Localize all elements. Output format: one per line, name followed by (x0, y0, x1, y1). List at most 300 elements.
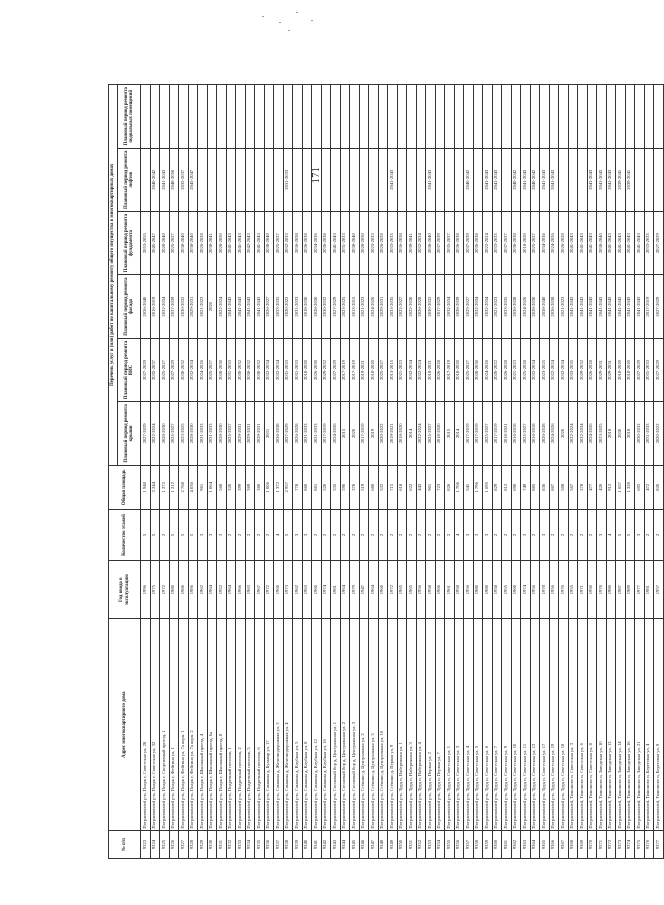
row-number: 9362 (511, 831, 521, 859)
row-period (321, 148, 331, 211)
row-period: 2045-2047 (188, 148, 198, 211)
row-period: 2027-2029 (141, 338, 151, 401)
row-floors: 3 (597, 509, 607, 560)
row-period: 2029-2032 (578, 338, 588, 401)
row-period: 2031-2033 (198, 402, 208, 465)
page-number: 171 (310, 166, 322, 184)
row-area: 1 328 (625, 465, 635, 509)
row-floors: 2 (340, 509, 350, 560)
row-period: 2032-2034 (274, 338, 284, 401)
table-row (511, 85, 521, 859)
row-floors: 5 (625, 509, 635, 560)
row-period (587, 85, 597, 149)
row-address: Погрannotated р-н, Труд п, Советская ул, 19 (549, 619, 559, 831)
row-period (454, 85, 464, 149)
row-floors: 5 (179, 509, 189, 560)
row-number: 9376 (644, 831, 654, 859)
row-year: 1987 (616, 561, 626, 619)
row-period: 2025-2027 (207, 338, 217, 401)
row-period (407, 85, 417, 149)
row-period: 2041-2043 (521, 148, 531, 211)
row-period: 2041-2043 (587, 275, 597, 338)
table-row (369, 85, 379, 859)
row-period: 2041-2043 (606, 148, 616, 211)
row-period: 2024-2026 (521, 275, 531, 338)
row-area: 420 (597, 465, 607, 509)
row-period: 2025-2027 (464, 338, 474, 401)
row-number: 9371 (597, 831, 607, 859)
table-row (521, 85, 531, 859)
row-period (340, 85, 350, 149)
row-number: 9343 (331, 831, 341, 859)
row-period (293, 85, 303, 149)
row-period: 2022-2024 (416, 402, 426, 465)
row-period: 2041-2043 (568, 211, 578, 274)
row-period: 2030 (616, 402, 626, 465)
row-period: 2027-2029 (331, 338, 341, 401)
row-area: 508 (559, 465, 569, 509)
row-period: 2020-2022 (378, 402, 388, 465)
row-number: 9356 (454, 831, 464, 859)
row-period (521, 85, 531, 149)
row-period: 2029-2031 (597, 338, 607, 401)
row-area: 715 (388, 465, 398, 509)
row-period: 2041-2043 (635, 211, 645, 274)
row-period: 2048-2050 (169, 148, 179, 211)
header-foundation: Плановый период ремонта фундамента (118, 211, 141, 274)
row-floors: 2 (435, 509, 445, 560)
row-floors: 2 (654, 509, 664, 560)
row-floors: 2 (530, 509, 540, 560)
row-number: 9335 (255, 831, 265, 859)
row-year: 1978 (540, 561, 550, 619)
row-year: 1974 (521, 561, 531, 619)
row-floors: 2 (568, 509, 578, 560)
row-area: 520 (321, 465, 331, 509)
row-year: 1977 (635, 561, 645, 619)
row-number: 9330 (207, 831, 217, 859)
row-area: 860 (302, 465, 312, 509)
row-period: 2025-2027 (169, 402, 179, 465)
row-year: 1972 (264, 561, 274, 619)
row-address: Погрannotated р-н, Поарк г, Фейгина ул, 7а корп. 1 (179, 619, 189, 831)
row-period: 2036-2038 (454, 211, 464, 274)
row-period: 2029-2031 (606, 338, 616, 401)
row-period: 2022-2024 (483, 211, 493, 274)
row-period: 2028-2040 (160, 211, 170, 274)
row-period: 2014 (454, 402, 464, 465)
row-period: 2023-2025 (597, 402, 607, 465)
row-area: 3 244 (150, 465, 160, 509)
table-row (350, 85, 360, 859)
row-period (397, 85, 407, 149)
row-period: 2032-2034 (578, 402, 588, 465)
row-period (274, 148, 284, 211)
table-row (179, 85, 189, 859)
row-floors: 2 (255, 509, 265, 560)
row-period: 2018-2020 (435, 402, 445, 465)
row-period: 2018 (625, 402, 635, 465)
table-row (616, 85, 626, 859)
row-area: 778 (293, 465, 303, 509)
row-number: 9373 (616, 831, 626, 859)
row-number: 9358 (473, 831, 483, 859)
row-period: 2024-2026 (369, 275, 379, 338)
row-period (264, 148, 274, 211)
table-row (587, 85, 597, 859)
row-period: 2017-2019 (340, 338, 350, 401)
row-period (502, 148, 512, 211)
row-period: 2017-2019 (359, 402, 369, 465)
row-number: 9369 (578, 831, 588, 859)
row-number: 9346 (359, 831, 369, 859)
row-address: Погрannotated р-н, Самкина д, Железнодорожная ул, 4 (283, 619, 293, 831)
row-year: 1964 (340, 561, 350, 619)
row-address: Погрannotated р-н, Поарк г, Советская ул, 28 (141, 619, 151, 831)
row-year: 1974 (321, 561, 331, 619)
row-period: 2017-2029 (435, 275, 445, 338)
row-area: 1 006 (264, 465, 274, 509)
table-row (606, 85, 616, 859)
row-period (511, 85, 521, 149)
row-year: 1966 (274, 561, 284, 619)
row-period: 2033-2035 (274, 275, 284, 338)
row-year: 1956 (530, 561, 540, 619)
row-period (502, 85, 512, 149)
header-basement: Плановый период ремонта подвальных помещений (118, 85, 141, 149)
row-year: 1971 (578, 561, 588, 619)
row-address: Погрannotated р-н, Труд п, Советская ул, 6 (483, 619, 493, 831)
row-period: 2028-2030 (217, 338, 227, 401)
row-number: 9342 (321, 831, 331, 859)
row-year: 1996 (141, 561, 151, 619)
row-period (492, 85, 502, 149)
row-year: 1962 (293, 561, 303, 619)
row-period: 2036-2038 (274, 402, 284, 465)
table-row (207, 85, 217, 859)
row-period: 2016-2018 (511, 402, 521, 465)
row-period: 2032-2034 (407, 338, 417, 401)
row-address: Погрannotated р-н, Поарк г, Школьный проезд, 8 (217, 619, 227, 831)
row-address: Погрannotated р-н, Стёпино д, Центральная ул, 10 (378, 619, 388, 831)
row-period: 2027-2029 (654, 338, 664, 401)
row-number: 9361 (502, 831, 512, 859)
table-row (293, 85, 303, 859)
row-period: 2029-2032 (321, 338, 331, 401)
row-period (217, 85, 227, 149)
row-number: 9344 (340, 831, 350, 859)
row-area: 370 (350, 465, 360, 509)
row-period: 2038-2040 (188, 211, 198, 274)
row-floors: 3 (217, 509, 227, 560)
row-area: 829 (492, 465, 502, 509)
row-period: 2027-2029 (654, 211, 664, 274)
row-period: 2030-2032 (236, 338, 246, 401)
row-floors: 2 (245, 509, 255, 560)
row-floors: 2 (388, 509, 398, 560)
row-period (302, 85, 312, 149)
row-floors: 5 (283, 509, 293, 560)
row-period: 2020 (350, 402, 360, 465)
table-row (407, 85, 417, 859)
row-address: Погрannotated р-н, Труд п, Советская ул, 9 (502, 619, 512, 831)
row-period: 2035-2037 (445, 211, 455, 274)
row-period: 2032-2034 (530, 338, 540, 401)
capital-repair-table (108, 84, 664, 859)
row-period: 2041-2043 (635, 275, 645, 338)
row-floors: 4 (606, 509, 616, 560)
row-period: 2031-2033 (340, 211, 350, 274)
row-period: 2028-2030 (473, 338, 483, 401)
row-floors: 2 (426, 509, 436, 560)
row-period: 2026-2028 (198, 211, 208, 274)
row-number: 9336 (264, 831, 274, 859)
row-year: 1986 (188, 561, 198, 619)
row-period: 2036-2038 (473, 211, 483, 274)
row-period: 2023-2025 (179, 402, 189, 465)
row-address: Погрannotated р-н, Стёпино д, Первая ул, 9 (388, 619, 398, 831)
row-year: 1950 (587, 561, 597, 619)
row-period (606, 85, 616, 149)
row-address: Погрannotated р-н, Труд п, Первая ул, 2 (426, 619, 436, 831)
header-engineering: Плановый период ремонта ВИС (118, 338, 141, 401)
row-area: 1 695 (483, 465, 493, 509)
row-floors: 2 (226, 509, 236, 560)
header-year: Год ввода в эксплуатацию (109, 561, 141, 619)
table-row (340, 85, 350, 859)
row-period: 2040-2042 (464, 148, 474, 211)
row-period: 2022-2024 (568, 402, 578, 465)
row-area: 1 657 (616, 465, 626, 509)
row-floors: 3 (521, 509, 531, 560)
row-period: 2036-2040 (141, 275, 151, 338)
row-year: 1947 (359, 561, 369, 619)
row-address: Погрannotated р-н, Самкина д, Бульвар ул, 17 (264, 619, 274, 831)
row-period: 2025-2027 (426, 402, 436, 465)
row-period: 2041-2043 (236, 211, 246, 274)
row-address: Погрannotated, Тимоново п, Советская ул, 3 (568, 619, 578, 831)
row-period (378, 148, 388, 211)
row-period: 2038-2040 (540, 275, 550, 338)
row-period: 2020-2022 (283, 275, 293, 338)
row-number: 9334 (245, 831, 255, 859)
row-year: 1962 (198, 561, 208, 619)
row-address: Погрannotated р-н, Труд п, Набережная ул, 1 (397, 619, 407, 831)
row-address: Погрannotated р-н, Труд п, Советская ул, 1 (445, 619, 455, 831)
row-floors: 2 (378, 509, 388, 560)
row-period: 2028-2030 (217, 402, 227, 465)
row-period: 2033-2035 (388, 275, 398, 338)
row-address: Погрannotated р-н, Сосновый бор д, Центральная ул, 1 (331, 619, 341, 831)
row-period: 2027-2029 (141, 402, 151, 465)
row-floors: 3 (540, 509, 550, 560)
row-period: 2024-2026 (198, 338, 208, 401)
row-period: 2022-2024 (416, 338, 426, 401)
row-period: 2038-2040 (350, 211, 360, 274)
table-row (549, 85, 559, 859)
row-period (226, 85, 236, 149)
row-year: 1965 (397, 561, 407, 619)
row-floors: 2 (445, 509, 455, 560)
row-address: Погрannotated, Тимоново п, Заводская ул, 14 (616, 619, 626, 831)
row-number: 9340 (302, 831, 312, 859)
row-period (388, 85, 398, 149)
row-area: 901 (426, 465, 436, 509)
row-period: 2030-2032 (426, 275, 436, 338)
row-area: 826 (445, 465, 455, 509)
row-area: 1 796 (473, 465, 483, 509)
row-period: 2041-2043 (388, 148, 398, 211)
row-period: 2025-2027 (378, 338, 388, 401)
table-row (416, 85, 426, 859)
row-year: 1957 (654, 561, 664, 619)
row-period: 2026-2028 (502, 338, 512, 401)
row-floors: 5 (150, 509, 160, 560)
row-number: 9331 (217, 831, 227, 859)
row-area: 567 (568, 465, 578, 509)
row-period (359, 148, 369, 211)
row-period: 2036-2038 (321, 211, 331, 274)
row-floors: 3 (483, 509, 493, 560)
row-period: 2030-2032 (245, 338, 255, 401)
row-period (578, 85, 588, 149)
row-period: 2041-2043 (426, 148, 436, 211)
row-area: 477 (587, 465, 597, 509)
row-area: 541 (464, 465, 474, 509)
row-address: Погрannotated р-н, Труд п, Первая ул, 7 (435, 619, 445, 831)
header-area: Общая площадь (109, 465, 141, 509)
row-period: 2042-2043 (245, 211, 255, 274)
row-area: 680 (369, 465, 379, 509)
table-row (302, 85, 312, 859)
row-floors: 2 (397, 509, 407, 560)
row-number: 9368 (568, 831, 578, 859)
row-period: 2041-2043 (483, 148, 493, 211)
row-period: 2041-2043 (160, 148, 170, 211)
row-floors: 2 (369, 509, 379, 560)
row-period: 2041-2043 (255, 211, 265, 274)
row-period: 2029-2031 (378, 275, 388, 338)
row-period: 2032-2034 (483, 275, 493, 338)
row-period (255, 85, 265, 149)
row-period: 2040-2042 (530, 148, 540, 211)
row-address: Погрannotated р-н, Поарк г, Фейгина ул, 1 (169, 619, 179, 831)
row-period: 2015 (340, 402, 350, 465)
row-period (454, 148, 464, 211)
row-area: 812 (502, 465, 512, 509)
row-year: 1964 (207, 561, 217, 619)
row-period: 2018-2020 (625, 338, 635, 401)
row-period: 2020 (559, 402, 569, 465)
row-address: Погрannotated р-н, Сосновый бор д, Центральная ул, 3 (350, 619, 360, 831)
row-area: 369 (245, 465, 255, 509)
row-period: 2026-2028 (293, 402, 303, 465)
row-number: 9329 (198, 831, 208, 859)
row-number: 9366 (549, 831, 559, 859)
row-period: 2028-2030 (217, 211, 227, 274)
row-period: 2032-2034 (160, 275, 170, 338)
table-row (492, 85, 502, 859)
row-number: 9327 (179, 831, 189, 859)
row-period (483, 85, 493, 149)
row-period: 2036-2038 (511, 275, 521, 338)
table-row (568, 85, 578, 859)
row-number: 9372 (606, 831, 616, 859)
row-period (331, 85, 341, 149)
table-row (169, 85, 179, 859)
row-floors: 3 (293, 509, 303, 560)
row-number: 9341 (312, 831, 322, 859)
row-period: 2023-2025 (340, 275, 350, 338)
row-floors: 2 (321, 509, 331, 560)
row-address: Погрannotated р-н, Самкина д, Клубная ул, 16 (321, 619, 331, 831)
row-period: 2039-2041 (625, 148, 635, 211)
header-roof: Плановый период ремонта крыши (118, 402, 141, 465)
row-area: 443 (416, 465, 426, 509)
row-period: 2025-2027 (464, 275, 474, 338)
row-year: 1952 (217, 561, 227, 619)
row-floors: 2 (644, 509, 654, 560)
row-period: 2026-2028 (559, 211, 569, 274)
row-period (321, 85, 331, 149)
row-period: 2025-2027 (521, 402, 531, 465)
row-period: 2022-2027 (397, 275, 407, 338)
row-period: 2030-2032 (179, 338, 189, 401)
row-address: Погрannotated р-н, Труд п, Советская ул, 3 (454, 619, 464, 831)
row-period: 2031-2033 (293, 338, 303, 401)
table-row (264, 85, 274, 859)
row-floors: 3 (464, 509, 474, 560)
row-period (198, 148, 208, 211)
row-period: 2018-2020 (369, 338, 379, 401)
row-period: 2041-2043 (331, 211, 341, 274)
row-period: 2041-2043 (625, 211, 635, 274)
row-period: 2017-2019 (473, 402, 483, 465)
row-area: 320 (226, 465, 236, 509)
row-period (217, 148, 227, 211)
row-period (245, 148, 255, 211)
row-period: 2041-2043 (616, 211, 626, 274)
row-period (283, 85, 293, 149)
row-period: 2029-2031 (245, 402, 255, 465)
row-period (369, 148, 379, 211)
row-area: 2 768 (179, 465, 189, 509)
row-period: 2035-2037 (150, 338, 160, 401)
row-period: 2017-2019 (464, 402, 474, 465)
row-year: 1980 (473, 561, 483, 619)
row-address: Погрannotated, Тимоново п, Заводская ул, 13 (606, 619, 616, 831)
row-period (549, 85, 559, 149)
row-number: 9365 (540, 831, 550, 859)
row-year: 1963 (302, 561, 312, 619)
row-period (473, 85, 483, 149)
row-period: 2018-2020 (521, 211, 531, 274)
row-number: 9332 (226, 831, 236, 859)
table-frame (108, 84, 660, 859)
table-row (445, 85, 455, 859)
row-period: 2017-2019 (445, 338, 455, 401)
row-floors: 3 (473, 509, 483, 560)
row-address: Погрannotated р-н, Подречный поселок, 1 (226, 619, 236, 831)
row-period (644, 85, 654, 149)
row-period (540, 85, 550, 149)
row-period: 2041-2043 (226, 211, 236, 274)
row-period: 2022-2024 (549, 338, 559, 401)
row-period: 2032-2033 (283, 211, 293, 274)
row-number: 9370 (587, 831, 597, 859)
row-floors: 3 (635, 509, 645, 560)
row-period: 2033-2035 (568, 338, 578, 401)
